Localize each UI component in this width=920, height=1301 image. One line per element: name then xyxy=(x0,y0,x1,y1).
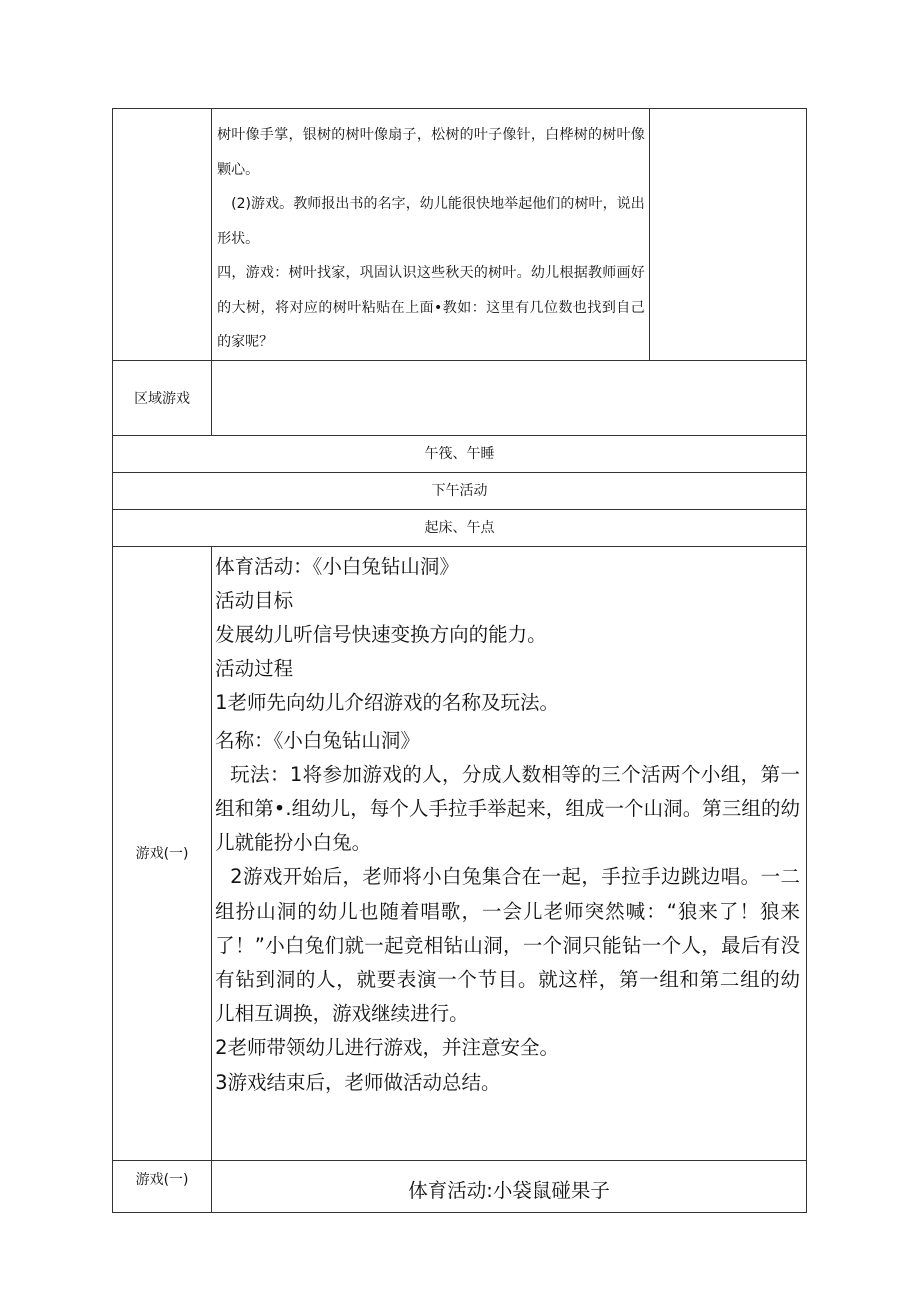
lesson-plan-table xyxy=(112,108,807,1213)
activity-continuation-row xyxy=(113,109,807,361)
paragraph: (2)游戏。教师报出书的名字，幼儿能很快地举起他们的树叶，说出形状。 xyxy=(217,196,645,247)
afternoon-row xyxy=(113,472,807,509)
game-two-title: 体育活动:小袋鼠碰果子 xyxy=(212,1160,807,1212)
lunch-nap-heading: 午筏、午睡 xyxy=(113,435,807,472)
wake-snack-heading: 起床、午点 xyxy=(113,509,807,546)
empty-note-cell xyxy=(649,109,806,361)
activity-continuation-text xyxy=(212,109,650,361)
paragraph: 树叶像手掌，银树的树叶像扇子，松树的叶子像针，白桦树的树叶像颗心。 xyxy=(217,127,645,178)
paragraph: 2游戏开始后，老师将小白兔集合在一起，手拉手边跳边唱。一二组扮山洞的幼儿也随着唱歌，一会儿老师突然喊：“狼来了！狼来了！”小白兔们就一起竞相钻山洞，一个洞只能钻一个人，最后有没有钻到洞的人，就要表演一个节目。就这样，第一组和第二组的幼儿相互调换，游戏继续进行。 xyxy=(215,865,800,1026)
paragraph: 1老师先向幼儿介绍游戏的名称及玩法。 xyxy=(215,691,560,715)
empty-label-cell xyxy=(113,109,212,361)
section-heading: 活动目标 xyxy=(215,588,294,612)
area-game-label: 区域游戏 xyxy=(113,360,212,435)
paragraph: 名称：《小白兔钻山洞》 xyxy=(215,728,420,752)
paragraph: 发展幼儿听信号快速变换方向的能力。 xyxy=(215,622,547,646)
paragraph: 四，游戏：树叶找家，巩固认识这些秋天的树叶。幼儿根据教师画好的大树，将对应的树叶粘贴在上面•教如：这里有几位数也找到自己的家呢？ xyxy=(217,265,645,350)
game-one-label: 游戏(一) xyxy=(113,546,212,1160)
area-game-content xyxy=(212,360,807,435)
section-heading: 活动过程 xyxy=(215,657,294,681)
game-two-row xyxy=(113,1160,807,1212)
paragraph: 2老师带领幼儿进行游戏，并注意安全。 xyxy=(215,1036,560,1060)
paragraph: 3游戏结束后，老师做活动总结。 xyxy=(215,1070,501,1094)
paragraph: 玩法：1将参加游戏的人，分成人数相等的三个活两个小组，第一组和第•.组幼儿，每个人手拉手举起来，组成一个山洞。第三组的幼儿就能扮小白兔。 xyxy=(215,762,800,855)
game-one-row xyxy=(113,546,807,1160)
area-game-row xyxy=(113,360,807,435)
afternoon-heading: 下午活动 xyxy=(113,472,807,509)
wake-snack-row xyxy=(113,509,807,546)
game-two-label: 游戏(一) xyxy=(113,1160,212,1212)
activity-title: 体育活动：《小白兔钻山洞》 xyxy=(215,554,459,578)
lunch-nap-row xyxy=(113,435,807,472)
game-one-content xyxy=(212,546,807,1160)
